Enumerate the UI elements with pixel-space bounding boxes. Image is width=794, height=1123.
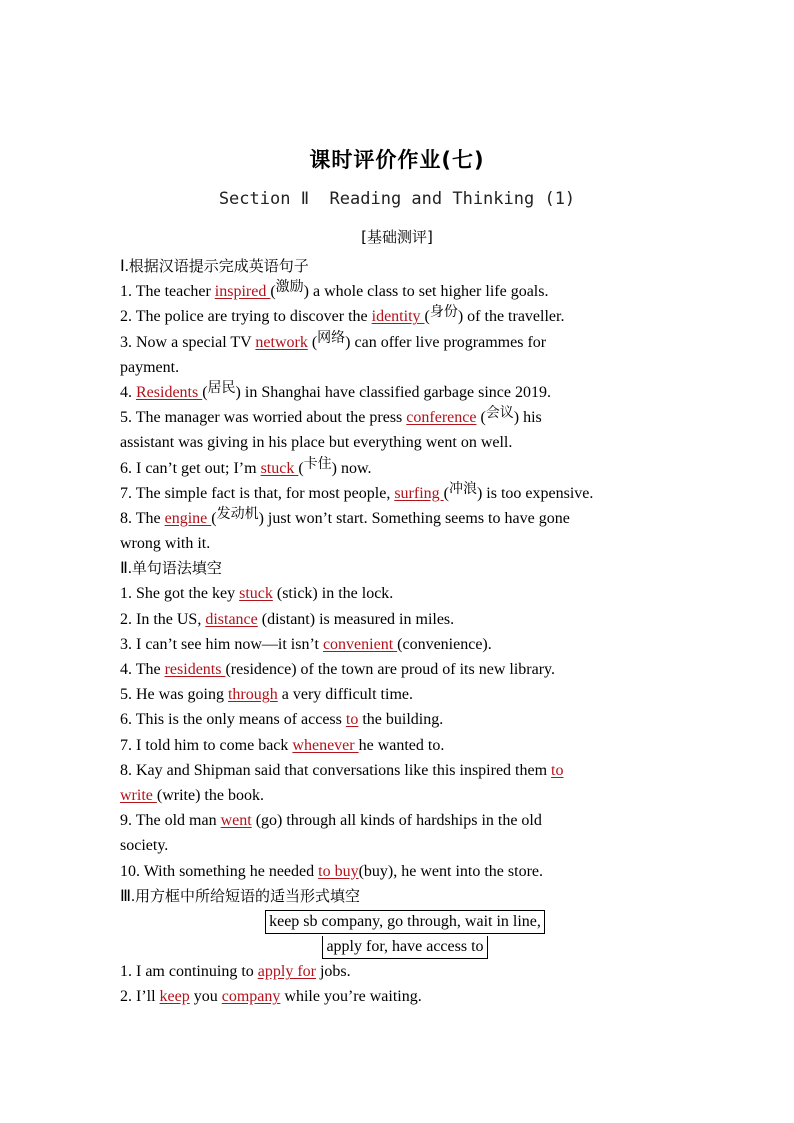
chinese-hint: 卡住 — [303, 455, 332, 472]
list-item: 3. I can’t see him now—it isn’t convenient (convenience). — [120, 635, 492, 653]
list-item: 8. Kay and Shipman said that conversations like this inspired them to — [120, 761, 564, 779]
list-item: 5. He was going through a very difficult time. — [120, 686, 413, 704]
list-item: 7. The simple fact is that, for most people, surfing (冲浪) is too expensive. — [120, 480, 594, 502]
answer: to — [345, 711, 359, 729]
list-item-continuation: society. — [120, 837, 169, 855]
chinese-hint: 激励 — [275, 279, 304, 296]
list-item: 4. Residents (居民) in Shanghai have classified garbage since 2019. — [120, 379, 551, 401]
phrase-box-row-2 — [120, 934, 690, 959]
list-item: 6. This is the only means of access to the building. — [120, 711, 444, 729]
answer: identity — [371, 308, 425, 326]
chinese-hint: 网络 — [317, 329, 346, 346]
list-item: 1. I am continuing to apply for jobs. — [120, 963, 351, 981]
list-item-continuation: write (write) the book. — [120, 786, 264, 804]
list-item: 6. I can’t get out; I’m stuck (卡住) now. — [120, 455, 372, 477]
list-item: 8. The engine (发动机) just won’t start. Something seems to have gone — [120, 505, 570, 527]
answer: keep — [159, 988, 190, 1006]
phrase-box: keep sb company, go through, wait in line, — [265, 910, 545, 934]
chinese-hint: 冲浪 — [448, 480, 477, 497]
list-item: 2. I’ll keep you company while you’re waiting. — [120, 988, 422, 1006]
list-item: 10. With something he needed to buy(buy), he went into the store. — [120, 862, 543, 880]
list-item: 2. In the US, distance (distant) is measured in miles. — [120, 610, 455, 628]
answer: residents — [164, 661, 226, 678]
list-item: 3. Now a special TV network (网络) can offer live programmes for — [120, 329, 547, 351]
chinese-hint: 身份 — [429, 304, 458, 321]
list-item: 4. The residents (residence) of the town are proud of its new library. — [120, 661, 555, 678]
exercise-content — [120, 254, 690, 1010]
phrase-box: apply for, have access to — [322, 936, 487, 959]
answer: conference — [406, 409, 477, 427]
page-title: 课时评价作业(七) — [309, 148, 485, 172]
list-item: 1. The teacher inspired (激励) a whole class to set higher life goals. — [120, 279, 549, 301]
list-item-continuation: payment. — [120, 358, 180, 376]
answer: network — [255, 333, 308, 351]
chinese-hint: 会议 — [485, 405, 514, 422]
answer: apply for — [257, 963, 316, 981]
answer: Residents — [136, 383, 203, 401]
list-item: 7. I told him to come back whenever he wanted to. — [120, 736, 445, 754]
list-item: 1. She got the key stuck (stick) in the lock. — [120, 585, 394, 603]
answer: whenever — [292, 736, 359, 754]
answer: surfing — [394, 484, 444, 502]
part1-heading: Ⅰ.根据汉语提示完成英语句子 — [120, 257, 309, 275]
answer: to — [551, 761, 564, 779]
answer: engine — [164, 509, 212, 527]
answer: went — [220, 812, 252, 830]
answer: inspired — [214, 283, 271, 301]
answer: stuck — [260, 459, 299, 477]
answer: write — [120, 786, 157, 804]
chinese-hint: 发动机 — [216, 505, 259, 522]
list-item-continuation: wrong with it. — [120, 535, 211, 553]
list-item-continuation: assistant was giving in his place but everything went on well. — [120, 434, 513, 452]
answer: convenient — [322, 635, 398, 653]
answer: to buy — [318, 862, 359, 880]
list-item: 2. The police are trying to discover the identity (身份) of the traveller. — [120, 304, 565, 326]
list-item: 5. The manager was worried about the press conference (会议) his — [120, 405, 542, 427]
section-subtitle: Section Ⅱ Reading and Thinking (1) — [218, 189, 576, 209]
list-item: 9. The old man went (go) through all kinds of hardships in the old — [120, 812, 542, 830]
assessment-tag: [基础测评] — [361, 228, 433, 246]
part3-heading: Ⅲ.用方框中所给短语的适当形式填空 — [120, 886, 361, 905]
answer: company — [221, 988, 281, 1006]
answer: distance — [205, 610, 258, 628]
phrase-box-row-1 — [120, 909, 690, 934]
chinese-hint: 居民 — [207, 379, 236, 396]
part2-heading: Ⅱ.单句语法填空 — [120, 559, 222, 578]
answer: through — [227, 686, 278, 704]
answer: stuck — [239, 585, 273, 603]
